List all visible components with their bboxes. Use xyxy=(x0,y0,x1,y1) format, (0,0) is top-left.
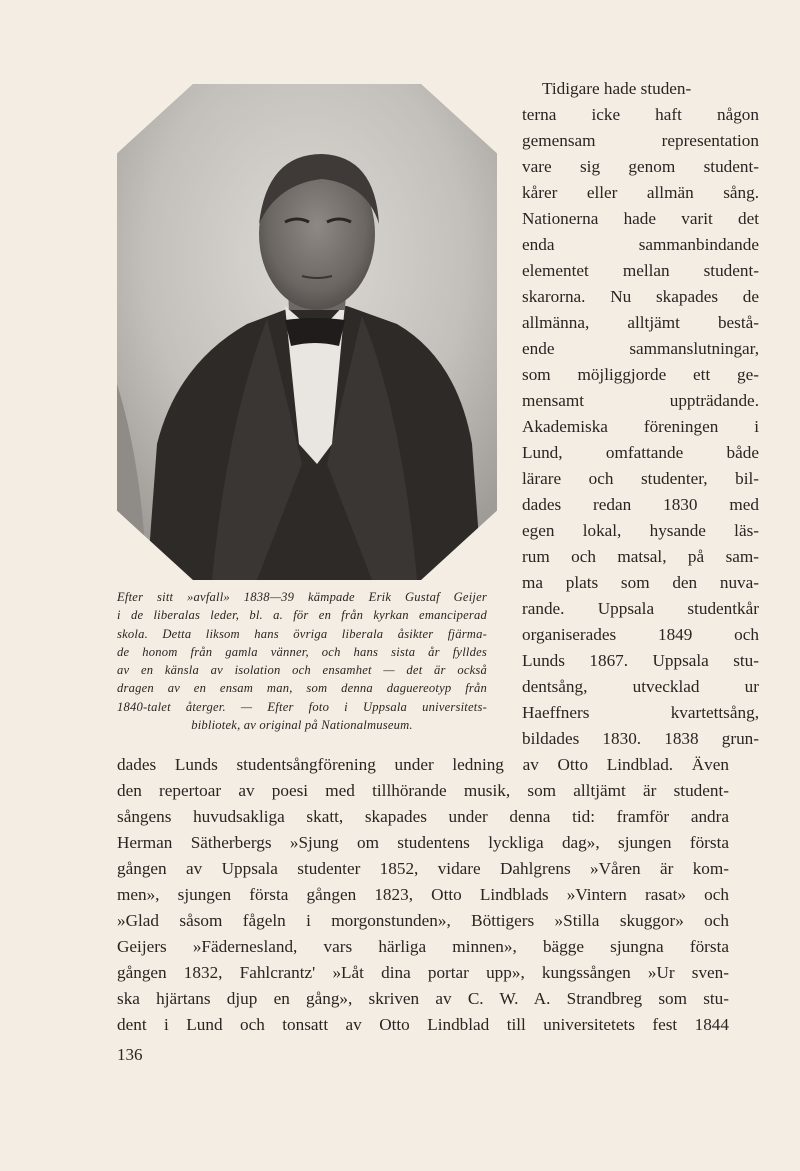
caption-line: de honom från gamla vänner, och hans sista år fylldes xyxy=(117,644,487,659)
text-line: egen lokal, hysande läs- xyxy=(522,521,759,540)
text-line: ska hjärtans djup en gång», skriven av C. W. A. Strandbreg som stu- xyxy=(117,989,729,1008)
text-line: dades redan 1830 med xyxy=(522,495,759,514)
text-line: som möjliggjorde ett ge- xyxy=(522,365,759,384)
text-line: dades Lunds studentsångförening under ledning av Otto Lindblad. Även xyxy=(117,755,729,774)
text-line: Herman Sätherbergs »Sjung om studentens lyckliga dag», sjungen första xyxy=(117,833,729,852)
text-line: vare sig genom student- xyxy=(522,157,759,176)
text-line: men», sjungen första gången 1823, Otto Lindblads »Vintern rasat» och xyxy=(117,885,729,904)
page-number: 136 xyxy=(117,1045,143,1064)
right-text-column xyxy=(522,76,759,752)
text-line: dentsång, utvecklad ur xyxy=(522,677,759,696)
text-line: allmänna, alltjämt bestå- xyxy=(522,313,759,332)
portrait-caption xyxy=(117,588,487,734)
text-line: Geijers »Fädernesland, vars härliga minnen», bägge sjungna första xyxy=(117,937,729,956)
caption-line: 1840-talet återger. — Efter foto i Uppsala universitets- xyxy=(117,699,487,714)
text-line: »Glad såsom fågeln i morgonstunden», Böttigers »Stilla skuggor» och xyxy=(117,911,729,930)
daguerreotype-portrait xyxy=(117,84,497,580)
text-line: rum och matsal, på sam- xyxy=(522,547,759,566)
text-line: gången 1832, Fahlcrantz' »Låt dina portar upp», kungssången »Ur sven- xyxy=(117,963,729,982)
text-line: gången av Uppsala studenter 1852, vidare Dahlgrens »Våren är kom- xyxy=(117,859,729,878)
text-line: organiserades 1849 och xyxy=(522,625,759,644)
text-line: ma plats som den nuva- xyxy=(522,573,759,592)
portrait-image xyxy=(117,84,497,580)
text-line: rande. Uppsala studentkår xyxy=(522,599,759,618)
caption-line: av en känsla av isolation och ensamhet — det är också xyxy=(117,663,487,678)
text-line: sångens huvudsakliga skatt, skapades under denna tid: framför andra xyxy=(117,807,729,826)
caption-line: skola. Detta liksom hans övriga liberala åsikter fjärma- xyxy=(117,626,487,641)
text-line: mensamt uppträdande. xyxy=(522,391,759,410)
text-line: Lunds 1867. Uppsala stu- xyxy=(522,651,759,670)
full-width-text xyxy=(117,752,729,1038)
text-line: lärare och studenter, bil- xyxy=(522,469,759,488)
text-line: Nationerna hade varit det xyxy=(522,209,759,228)
text-line: Lund, omfattande både xyxy=(522,443,759,462)
text-line: enda sammanbindande xyxy=(522,235,759,254)
text-line: skarorna. Nu skapades de xyxy=(522,287,759,306)
text-line: terna icke haft någon xyxy=(522,105,759,124)
text-line: Haeffners kvartettsång, xyxy=(522,703,759,722)
text-line: den repertoar av poesi med tillhörande musik, som alltjämt är student- xyxy=(117,781,729,800)
text-line: bildades 1830. 1838 grun- xyxy=(522,729,759,748)
text-line: elementet mellan student- xyxy=(522,261,759,280)
text-line: gemensam representation xyxy=(522,131,759,150)
text-line: dent i Lund och tonsatt av Otto Lindblad till universitetets fest 1844 xyxy=(117,1015,729,1034)
caption-line: Efter sitt »avfall» 1838—39 kämpade Erik Gustaf Geijer xyxy=(117,590,487,604)
caption-line: bibliotek, av original på Nationalmuseum. xyxy=(191,718,413,733)
text-line: ende sammanslutningar, xyxy=(522,339,759,358)
text-line: Tidigare hade studen- xyxy=(542,79,692,98)
text-line: Akademiska föreningen i xyxy=(522,417,759,436)
text-line: kårer eller allmän sång. xyxy=(522,183,759,202)
caption-line: dragen av en ensam man, som denna daguereotyp från xyxy=(117,681,487,696)
caption-line: i de liberalas leder, bl. a. för en från kyrkan emanciperad xyxy=(117,608,487,623)
